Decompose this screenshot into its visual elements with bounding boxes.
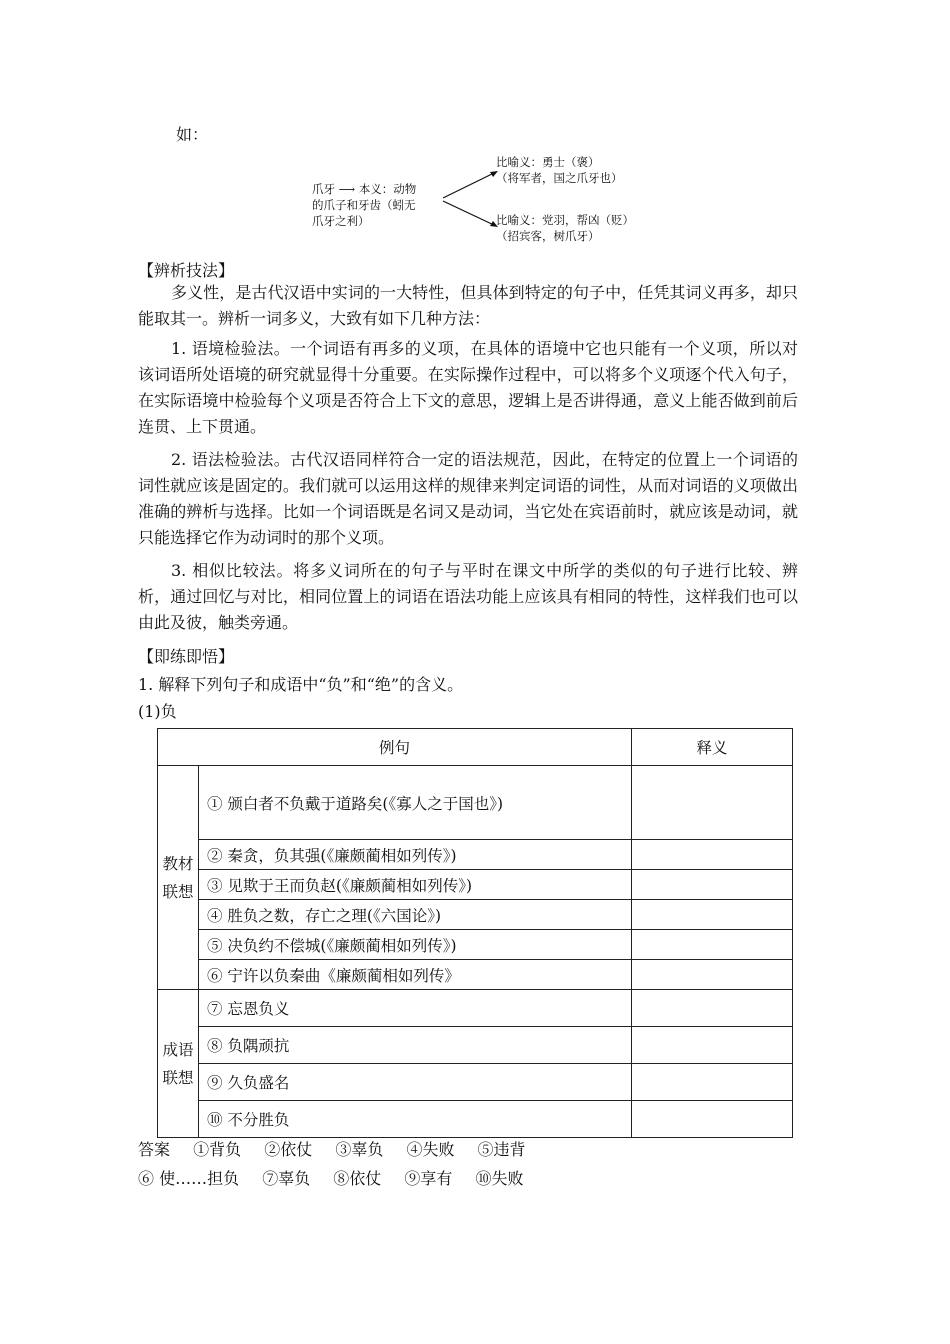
meaning-cell[interactable]: [632, 930, 793, 960]
example-cell: ② 秦贪，负其强(《廉颇蔺相如列传》): [199, 840, 632, 870]
paragraph-intro: 多义性，是古代汉语中实词的一大特性，但具体到特定的句子中，任凭其词义再多，却只能取其一。辨析一词多义，大致有如下几种方法：: [138, 283, 798, 328]
meaning-table: [157, 728, 793, 1138]
diagram-bottom: [496, 212, 634, 244]
answer-label: 答案: [138, 1140, 171, 1159]
table-row: [158, 1027, 793, 1064]
question-1: 1. 解释下列句子和成语中“负”和“绝”的含义。: [138, 675, 464, 694]
table-row: [158, 1101, 793, 1138]
answer-item: ⑤违背: [477, 1140, 526, 1159]
meaning-cell[interactable]: [632, 1101, 793, 1138]
paragraph-method-2: 2. 语法检验法。古代汉语同样符合一定的语法规范，因此，在特定的位置上一个词语的词性就应该是固定的。我们就可以运用这样的规律来判定词语的词性，从而对词语的义项做出准确的辨析与选择。比如一个词语既是名词又是动词，当它处在宾语前时，就应该是动词，就只能选择它作为动词时的那个义项。: [138, 450, 798, 547]
table-row: [158, 766, 793, 840]
example-cell: ③ 见欺于王而负赵(《廉颇蔺相如列传》): [199, 870, 632, 900]
example-cell: ⑨ 久负盛名: [199, 1064, 632, 1101]
answer-line-1: [138, 1135, 544, 1165]
diagram-word: 爪牙: [312, 182, 335, 196]
meaning-cell[interactable]: [632, 960, 793, 990]
example-cell: ① 颁白者不负戴于道路矣(《寡人之于国也》): [199, 766, 632, 840]
table-row: [158, 870, 793, 900]
diagram-top-line1: 比喻义：勇士（褒）: [496, 155, 600, 169]
example-cell: ⑩ 不分胜负: [199, 1101, 632, 1138]
answer-item: ④失败: [406, 1140, 455, 1159]
diagram-top: [496, 154, 623, 186]
answer-item: ⑦辜负: [262, 1169, 311, 1188]
answer-item: ③辜负: [335, 1140, 384, 1159]
sub-question-1: (1)负: [138, 702, 177, 721]
meaning-cell[interactable]: [632, 900, 793, 930]
diagram-base-line3: 爪牙之利）: [312, 214, 370, 228]
arrow-right-icon: ⟶: [335, 182, 359, 196]
answer-item: ⑧依仗: [333, 1169, 382, 1188]
table-row: [158, 960, 793, 990]
answer-item: ②依仗: [264, 1140, 313, 1159]
meaning-cell[interactable]: [632, 766, 793, 840]
meaning-cell[interactable]: [632, 1064, 793, 1101]
table-row: [158, 930, 793, 960]
example-cell: ⑦ 忘恩负义: [199, 990, 632, 1027]
diagram-bottom-line2: （招宾客，树爪牙）: [496, 229, 600, 243]
diagram-base-line2: 的爪子和牙齿（蚓无: [312, 198, 416, 212]
table-row: [158, 1064, 793, 1101]
table-header-row: [158, 729, 793, 766]
header-meaning: 释义: [632, 729, 793, 766]
meaning-cell[interactable]: [632, 990, 793, 1027]
example-cell: ⑧ 负隅顽抗: [199, 1027, 632, 1064]
answer-item: ⑩失败: [475, 1169, 524, 1188]
example-cell: ⑤ 决负约不偿城(《廉颇蔺相如列传》): [199, 930, 632, 960]
paragraph-method-1: 1. 语境检验法。一个词语有再多的义项，在具体的语境中它也只能有一个义项，所以对该词语所处语境的研究就显得十分重要。在实际操作过程中，可以将多个义项逐个代入句子，在实际语境中检验每个义项是否符合上下文的意思，逻辑上是否讲得通，意义上能否做到前后连贯、上下贯通。: [138, 339, 798, 436]
meaning-cell[interactable]: [632, 1027, 793, 1064]
header-example: 例句: [158, 729, 632, 766]
example-cell: ⑥ 宁许以负秦曲《廉颇蔺相如列传》: [199, 960, 632, 990]
meaning-cell[interactable]: [632, 870, 793, 900]
answer-item: ⑨享有: [404, 1169, 453, 1188]
table-row: [158, 840, 793, 870]
group-textbook: 教材联想: [158, 766, 199, 990]
diagram-top-line2: （将军者，国之爪牙也）: [496, 171, 623, 185]
paragraph-method-3: 3. 相似比较法。将多义词所在的句子与平时在课文中所学的类似的句子进行比较、辨析，通过回忆与对比，相同位置上的词语在语法功能上应该具有相同的特性，这样我们也可以由此及彼，触类旁通。: [138, 561, 798, 632]
diagram-bottom-line1: 比喻义：党羽，帮凶（贬）: [496, 213, 634, 227]
answer-item: ⑥ 使……担负: [138, 1169, 240, 1188]
answer-line-2: [138, 1164, 542, 1194]
example-cell: ④ 胜负之数，存亡之理(《六国论》): [199, 900, 632, 930]
intro-text: 如：: [176, 125, 209, 144]
meaning-cell[interactable]: [632, 840, 793, 870]
table-row: [158, 900, 793, 930]
group-idiom: 成语联想: [158, 990, 199, 1138]
diagram-base-line1: 本义：动物: [358, 182, 417, 196]
section-title-analysis: 【辨析技法】: [138, 261, 235, 280]
table-row: [158, 990, 793, 1027]
section-title-practice: 【即练即悟】: [138, 647, 235, 666]
answer-item: ①背负: [193, 1140, 242, 1159]
diagram-branch-arrows: [440, 168, 502, 230]
